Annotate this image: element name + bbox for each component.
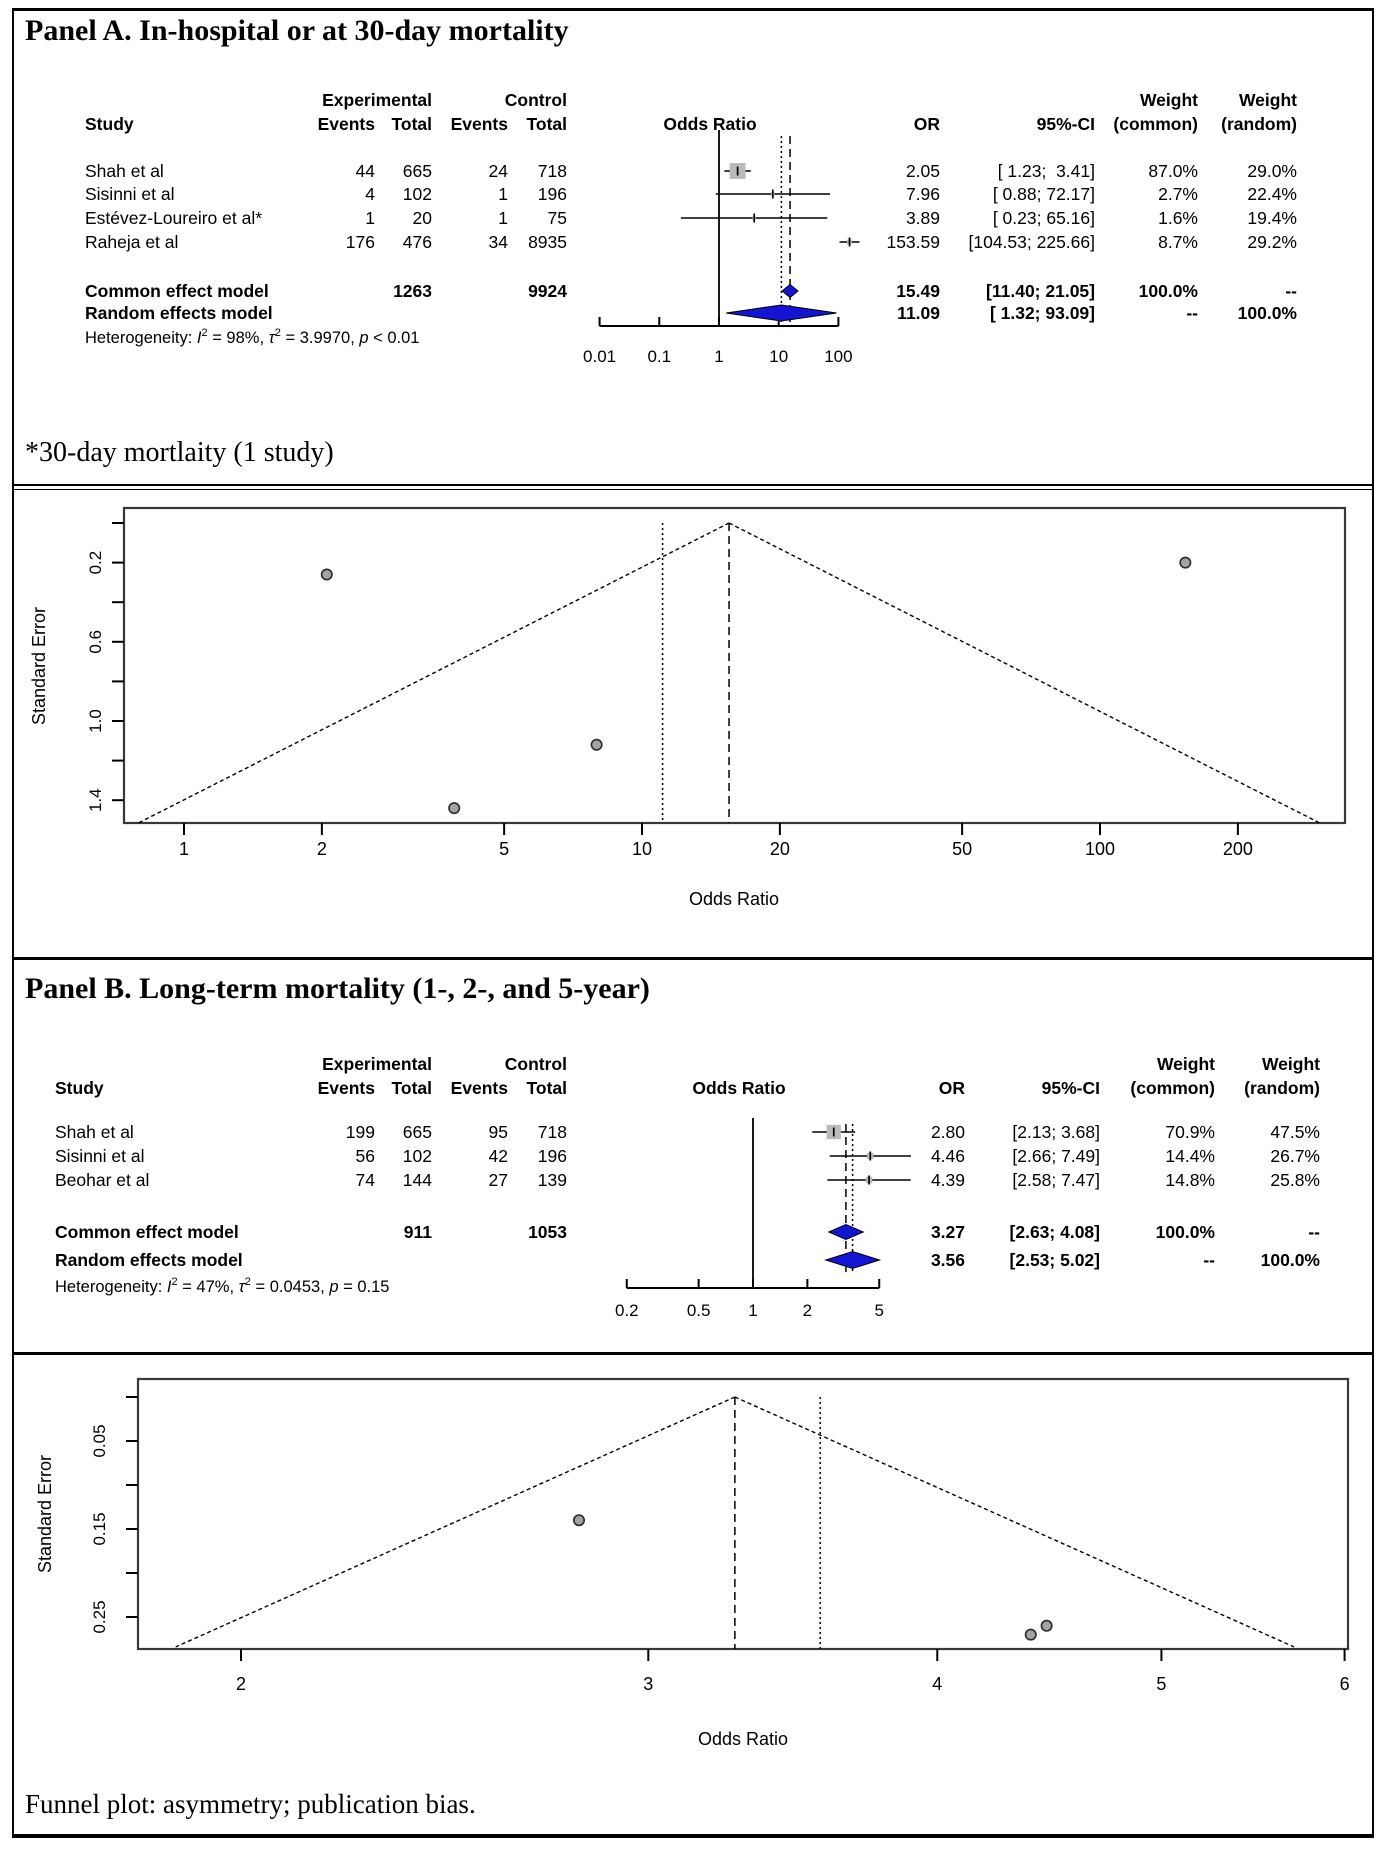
common-ctl-total: 9924: [528, 281, 567, 301]
panel-b-header-or: OR: [938, 1078, 965, 1098]
panel-a-header-or: OR: [913, 114, 940, 134]
study-point: [574, 1515, 584, 1525]
panel-b-header-weight-random: Weight: [1261, 1054, 1320, 1074]
random-or: 3.56: [930, 1250, 965, 1270]
common-exp-total: 911: [403, 1222, 432, 1242]
separator-2: [12, 957, 1374, 960]
panel-b-header-total-exp: Total: [391, 1078, 432, 1098]
weight-random: 22.4%: [1247, 184, 1297, 204]
common-effect-label: Common effect model: [85, 281, 269, 301]
panel-b-header-events-ctl: Events: [450, 1078, 508, 1098]
funnel-plot-box: [138, 1379, 1348, 1649]
study-point: [322, 569, 332, 579]
outer-border-bottom: [12, 1834, 1374, 1838]
or-value: 3.89: [905, 208, 940, 228]
forest-axis-label: 0.5: [686, 1301, 711, 1320]
ci-value: [2.66; 7.49]: [1012, 1146, 1100, 1166]
panel-b-header-odds-ratio: Odds Ratio: [692, 1078, 786, 1098]
study-name: Sisinni et al: [55, 1146, 145, 1166]
forest-axis-label: 1: [714, 347, 724, 366]
ctl-total: 718: [537, 1122, 567, 1142]
forest-axis-label: 0.01: [583, 347, 617, 366]
panel-b-header-study: Study: [55, 1078, 104, 1098]
panel-a-header-total-ctl: Total: [526, 114, 567, 134]
weight-common: 14.8%: [1165, 1170, 1215, 1190]
ci-value: [104.53; 225.66]: [968, 232, 1095, 252]
x-tick-label: 5: [1156, 1674, 1167, 1694]
funnel-edge-left: [138, 523, 729, 823]
figure-caption: Funnel plot: asymmetry; publication bias.: [25, 1789, 476, 1819]
random-ci: [2.53; 5.02]: [1009, 1250, 1100, 1270]
exp-events: 176: [345, 232, 375, 252]
common-weight: 100.0%: [1138, 281, 1198, 301]
x-tick-label: 2: [316, 839, 327, 859]
common-weight: 100.0%: [1155, 1222, 1215, 1242]
heterogeneity-note: Heterogeneity: $I^2 = 47\%$, $\tau^2 = 0.0453$, p = 0.15: [55, 1276, 390, 1296]
ctl-events: 24: [488, 161, 508, 181]
study-name: Shah et al: [55, 1122, 134, 1142]
exp-total: 144: [402, 1170, 432, 1190]
y-axis-title: Standard Error: [29, 606, 49, 726]
panel-a-header-ci: 95%-CI: [1036, 114, 1095, 134]
weight-random: 29.0%: [1247, 161, 1297, 181]
panel-a-header-weight-common: Weight: [1139, 90, 1198, 110]
x-tick-label: 6: [1339, 1674, 1350, 1694]
weight-common: 8.7%: [1158, 232, 1198, 252]
ctl-total: 196: [537, 184, 567, 204]
panel-a-header-control: Control: [504, 90, 567, 110]
or-value: 153.59: [886, 232, 940, 252]
x-axis-title: Odds Ratio: [697, 1729, 789, 1749]
or-value: 4.46: [930, 1146, 965, 1166]
ctl-events: 95: [488, 1122, 508, 1142]
panel-b-header-experimental: Experimental: [322, 1054, 432, 1074]
exp-events: 4: [365, 184, 375, 204]
study-point: [1180, 557, 1190, 567]
study-point: [449, 803, 459, 813]
exp-total: 102: [402, 184, 432, 204]
panel-a-header-random: (random): [1221, 114, 1297, 134]
exp-total: 665: [402, 1122, 432, 1142]
forest-axis-label: 100: [824, 347, 853, 366]
panel-b-header-events-exp: Events: [317, 1078, 375, 1098]
common-diamond: [782, 285, 798, 298]
x-axis-title: Odds Ratio: [688, 889, 780, 909]
study-point: [1041, 1621, 1051, 1631]
random-weight: 100.0%: [1237, 303, 1297, 323]
forest-axis-label: 0.2: [614, 1301, 639, 1320]
panel-b-header-common: (common): [1130, 1078, 1215, 1098]
panel-a-header-experimental: Experimental: [322, 90, 432, 110]
common-or: 15.49: [896, 281, 940, 301]
y-axis-title: Standard Error: [35, 1454, 55, 1574]
forest-axis-label: 2: [802, 1301, 813, 1320]
x-tick-label: 4: [932, 1674, 943, 1694]
separator-1: [12, 484, 1374, 486]
funnel-edge-right: [729, 523, 1320, 823]
forest-axis-label: 5: [874, 1301, 884, 1320]
study-name: Raheja et al: [85, 232, 179, 252]
exp-events: 199: [345, 1122, 375, 1142]
ci-value: [ 0.23; 65.16]: [992, 208, 1095, 228]
ctl-events: 1: [498, 184, 508, 204]
study-name: Estévez-Loureiro et al*: [85, 208, 263, 228]
or-value: 7.96: [905, 184, 940, 204]
common-ctl-total: 1053: [528, 1222, 567, 1242]
or-value: 4.39: [930, 1170, 965, 1190]
ctl-events: 34: [488, 232, 508, 252]
panel-b-header-control: Control: [504, 1054, 567, 1074]
y-tick-label: 1.4: [86, 788, 105, 813]
random-effects-label: Random effects model: [85, 303, 273, 323]
outer-border-left: [12, 8, 14, 1838]
common-ci: [11.40; 21.05]: [986, 281, 1095, 301]
random-effects-label: Random effects model: [55, 1250, 243, 1270]
weight-random: 19.4%: [1247, 208, 1297, 228]
x-tick-label: 3: [643, 1674, 654, 1694]
ci-value: [ 1.23; 3.41]: [997, 161, 1095, 181]
common-exp-total: 1263: [393, 281, 432, 301]
weight-common: 14.4%: [1165, 1146, 1215, 1166]
study-point: [1026, 1629, 1036, 1639]
or-value: 2.05: [905, 161, 940, 181]
ci-value: [2.58; 7.47]: [1012, 1170, 1100, 1190]
exp-total: 665: [402, 161, 432, 181]
ctl-total: 139: [537, 1170, 567, 1190]
panel-a-header-common: (common): [1113, 114, 1198, 134]
panel-a-header-weight-random: Weight: [1238, 90, 1297, 110]
exp-events: 74: [355, 1170, 375, 1190]
common-ci: [2.63; 4.08]: [1009, 1222, 1100, 1242]
common-weight-random: --: [1285, 281, 1297, 301]
panel-a-footnote: *30-day mortlaity (1 study): [25, 437, 334, 468]
x-tick-label: 1: [178, 839, 190, 859]
x-tick-label: 50: [952, 839, 973, 859]
forest-axis-label: 10: [769, 347, 789, 366]
x-tick-label: 200: [1222, 839, 1253, 859]
separator-1b: [12, 489, 1374, 490]
or-value: 2.80: [930, 1122, 965, 1142]
exp-events: 56: [355, 1146, 375, 1166]
common-effect-label: Common effect model: [55, 1222, 239, 1242]
x-tick-label: 20: [769, 839, 790, 859]
weight-random: 47.5%: [1270, 1122, 1320, 1142]
funnel-edge-left: [176, 1397, 735, 1647]
separator-3: [12, 1352, 1374, 1355]
study-name: Beohar et al: [55, 1170, 150, 1190]
x-tick-label: 10: [631, 839, 653, 859]
weight-random: 25.8%: [1270, 1170, 1320, 1190]
y-tick-label: 0.05: [90, 1424, 109, 1458]
funnel-edge-right: [735, 1397, 1294, 1647]
x-tick-label: 100: [1084, 839, 1116, 859]
panel-b-header-total-ctl: Total: [526, 1078, 567, 1098]
outer-border-right: [1372, 8, 1374, 1838]
x-tick-label: 2: [235, 1674, 247, 1694]
random-weight-common: --: [1186, 303, 1198, 323]
study-name: Sisinni et al: [85, 184, 175, 204]
ctl-events: 42: [488, 1146, 508, 1166]
weight-random: 29.2%: [1247, 232, 1297, 252]
common-weight-random: --: [1308, 1222, 1320, 1242]
ctl-events: 27: [488, 1170, 508, 1190]
panel-a-header-study: Study: [85, 114, 134, 134]
panel-a-header-events-ctl: Events: [450, 114, 508, 134]
y-tick-label: 0.2: [86, 550, 105, 575]
panel-a-title: Panel A. In-hospital or at 30-day mortality: [25, 14, 569, 47]
exp-total: 20: [412, 208, 432, 228]
ctl-total: 8935: [528, 232, 567, 252]
study-name: Shah et al: [85, 161, 164, 181]
y-tick-label: 0.15: [90, 1512, 109, 1546]
weight-random: 26.7%: [1270, 1146, 1320, 1166]
y-tick-label: 0.6: [86, 629, 105, 654]
ctl-total: 75: [547, 208, 567, 228]
panel-b-header-weight-common: Weight: [1156, 1054, 1215, 1074]
panel-b-header-random: (random): [1244, 1078, 1320, 1098]
outer-border-top: [12, 8, 1374, 11]
weight-common: 2.7%: [1158, 184, 1198, 204]
heterogeneity-note: Heterogeneity: $I^2 = 98\%$, $\tau^2 = 3.9970$, p < 0.01: [85, 327, 420, 347]
weight-common: 70.9%: [1165, 1122, 1215, 1142]
panel-b-title: Panel B. Long-term mortality (1-, 2-, and 5-year): [25, 972, 650, 1005]
common-or: 3.27: [930, 1222, 965, 1242]
exp-total: 476: [402, 232, 432, 252]
panel-a-header-odds-ratio: Odds Ratio: [663, 114, 757, 134]
exp-events: 1: [365, 208, 375, 228]
random-weight: 100.0%: [1260, 1250, 1320, 1270]
ctl-total: 196: [537, 1146, 567, 1166]
weight-common: 87.0%: [1148, 161, 1198, 181]
exp-total: 102: [402, 1146, 432, 1166]
exp-events: 44: [355, 161, 375, 181]
panel-b-header-ci: 95%-CI: [1041, 1078, 1100, 1098]
forest-axis-label: 1: [748, 1301, 758, 1320]
random-weight-common: --: [1203, 1250, 1215, 1270]
x-tick-label: 5: [499, 839, 510, 859]
panel-a-header-events-exp: Events: [317, 114, 375, 134]
ctl-total: 718: [537, 161, 567, 181]
funnel-plot-box: [124, 508, 1345, 823]
study-point: [591, 740, 601, 750]
y-tick-label: 1.0: [86, 709, 105, 733]
y-tick-label: 0.25: [90, 1600, 109, 1634]
ci-value: [2.13; 3.68]: [1012, 1122, 1100, 1142]
random-or: 11.09: [897, 303, 940, 323]
ci-value: [ 0.88; 72.17]: [992, 184, 1095, 204]
weight-common: 1.6%: [1158, 208, 1198, 228]
random-ci: [ 1.32; 93.09]: [989, 303, 1095, 323]
random-diamond: [726, 305, 836, 321]
panel-a-header-total-exp: Total: [391, 114, 432, 134]
ctl-events: 1: [498, 208, 508, 228]
forest-axis-label: 0.1: [647, 347, 672, 366]
